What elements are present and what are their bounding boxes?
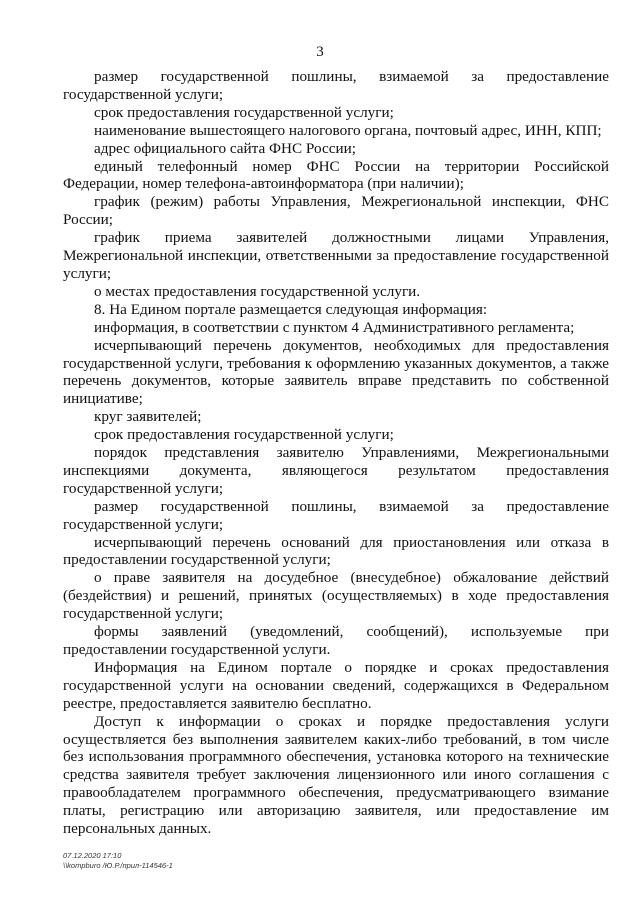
- paragraph-free-info: Информация на Едином портале о порядке и сроках предоставления государственной услуги на основании сведений, содержащихся в Федеральном реестре, предоставляется заявителю бесплатно.: [63, 658, 609, 712]
- page-number: 3: [316, 44, 324, 60]
- document-footer: [63, 851, 173, 871]
- paragraph-service-term: срок предоставления государственной услуги;: [94, 103, 394, 121]
- paragraph-access-conditions: Доступ к информации о сроках и порядке предоставления услуги осуществляется без выполнения заявителем каких-либо требований, в том числе без использования программного обеспечения, установка которого на технические средства заявителя требует заключения лицензионного или иного соглашения с правообладателем программного обеспечения, предусматривающего взимание платы, регистрацию или авторизацию заявителя, или предоставление им персональных данных.: [63, 712, 609, 838]
- paragraph-fee-size: размер государственной пошлины, взимаемой за предоставление государственной услуги;: [63, 68, 609, 103]
- paragraph-reception-schedule: график приема заявителей должностными лицами Управления, Межрегиональной инспекции, ответственными за предоставление государственной услуги;: [63, 229, 609, 282]
- paragraph-higher-tax-authority: наименование вышестоящего налогового органа, почтовый адрес, ИНН, КПП;: [94, 121, 602, 139]
- paragraph-suspension-grounds: исчерпывающий перечень оснований для приостановления или отказа в предоставлении государственной услуги;: [63, 533, 609, 569]
- paragraph-service-term-2: срок предоставления государственной услуги;: [94, 426, 394, 444]
- paragraph-fee-size-2: размер государственной пошлины, взимаемой за предоставление государственной услуги;: [63, 497, 609, 533]
- paragraph-application-forms: формы заявлений (уведомлений, сообщений), используемые при предоставлении государственной услуги.: [63, 623, 609, 658]
- paragraph-work-schedule: график (режим) работы Управления, Межрегиональной инспекции, ФНС России;: [63, 193, 609, 229]
- footer-file-path: \\kompburo /Ю.Р./прил-114546-1: [63, 861, 173, 870]
- paragraph-result-procedure: порядок представления заявителю Управлениями, Межрегиональными инспекциями документа, являющегося результатом предоставления государственной услуги;: [63, 444, 609, 497]
- paragraph-service-locations: о местах предоставления государственной услуги.: [94, 282, 421, 300]
- paragraph-fns-website: адрес официального сайта ФНС России;: [94, 139, 356, 157]
- paragraph-documents-list: исчерпывающий перечень документов, необходимых для предоставления государственной услуги, требования к оформлению указанных документов, а также перечень документов, которые заявитель вправе представить по собственной инициативе;: [63, 336, 609, 408]
- document-body: [63, 68, 609, 838]
- footer-timestamp: 07.12.2020 17:10: [63, 851, 122, 860]
- paragraph-info-point-4: информация, в соответствии с пунктом 4 Административного регламента;: [94, 318, 575, 336]
- paragraph-applicants: круг заявителей;: [94, 408, 202, 426]
- paragraph-appeal-right: о праве заявителя на досудебное (внесудебное) обжалование действий (бездействия) и решений, принятых (осуществляемых) в ходе предоставления государственной услуги;: [63, 569, 609, 623]
- paragraph-phone-number: единый телефонный номер ФНС России на территории Российской Федерации, номер телефона-автоинформатора (при наличии);: [63, 157, 609, 193]
- paragraph-section-8: 8. На Едином портале размещается следующая информация:: [94, 300, 488, 318]
